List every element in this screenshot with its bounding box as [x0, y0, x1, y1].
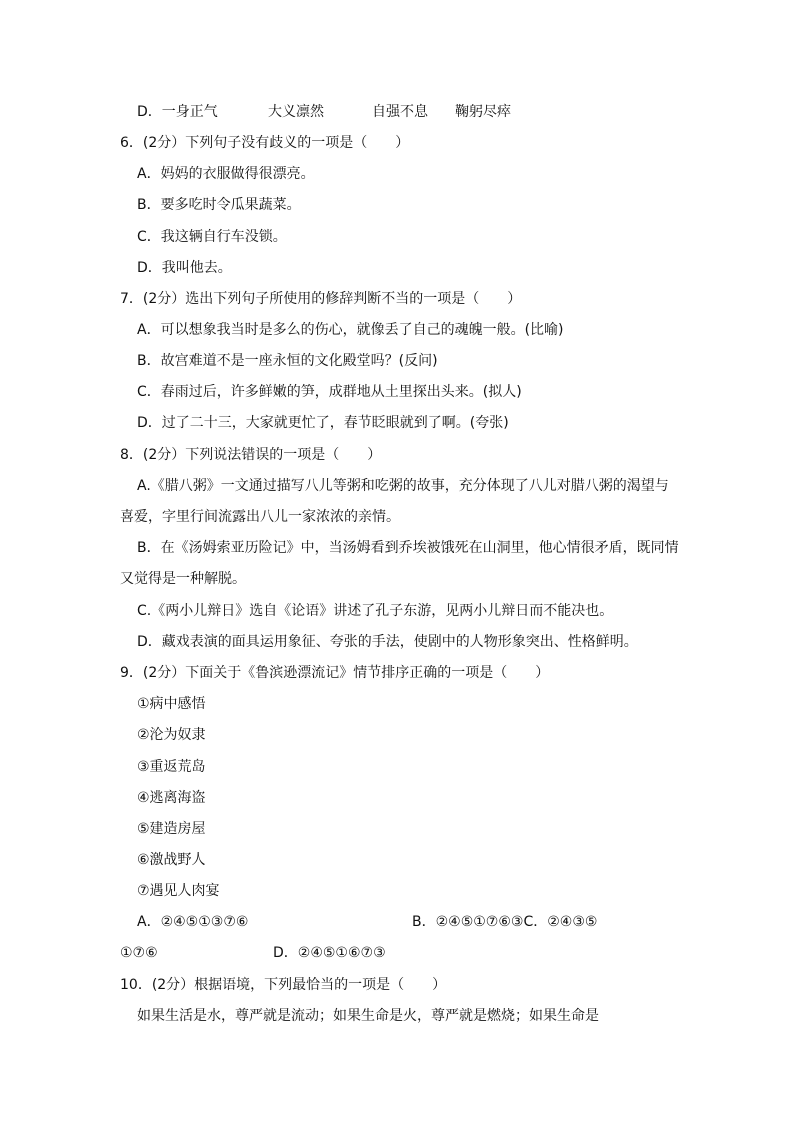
q5-option-d-3: 自强不息 — [372, 104, 428, 120]
q6-stem: 6．(2分）下列句子没有歧义的一项是（ ） — [120, 135, 410, 151]
q9-option-b-c: B．②④⑤①⑦⑥③C．②④③⑤ — [412, 914, 598, 930]
q7-option-c: C．春雨过后，许多鲜嫩的笋，成群地从土里探出头来。(拟人) — [137, 384, 522, 400]
q8-option-d: D．藏戏表演的面具运用象征、夸张的手法，使剧中的人物形象突出、性格鲜明。 — [137, 634, 638, 650]
q8-option-c: C.《两小儿辩日》选自《论语》讲述了孔子东游，见两小儿辩日而不能决也。 — [137, 603, 614, 619]
q6-option-a: A．妈妈的衣服做得很漂亮。 — [137, 166, 315, 182]
q9-event-3: ③重返荒岛 — [137, 759, 206, 775]
q9-event-5: ⑤建造房屋 — [137, 821, 206, 837]
q8-option-b-line2: 又觉得是一种解脱。 — [120, 571, 246, 587]
q6-option-c: C．我这辆自行车没锁。 — [137, 229, 287, 245]
q6-option-b: B．要多吃时令瓜果蔬菜。 — [137, 197, 301, 213]
q9-option-a: A．②④⑤①③⑦⑥ — [137, 914, 249, 930]
q7-stem: 7．(2分）选出下列句子所使用的修辞判断不当的一项是（ ） — [120, 291, 522, 307]
q9-event-7: ⑦遇见人肉宴 — [137, 883, 220, 899]
q7-option-b: B．故宫难道不是一座永恒的文化殿堂吗？(反问) — [137, 353, 438, 369]
q8-option-a-line2: 喜爱，字里行间流露出八儿一家浓浓的亲情。 — [120, 509, 400, 525]
q7-option-d: D．过了二十三，大家就更忙了，春节眨眼就到了啊。(夸张) — [137, 415, 509, 431]
q9-stem: 9．(2分）下面关于《鲁滨逊漂流记》情节排序正确的一项是（ ） — [120, 665, 550, 681]
q7-option-a: A．可以想象我当时是多么的伤心，就像丢了自己的魂魄一般。(比喻) — [137, 322, 564, 338]
q9-option-d: D．②④⑤①⑥⑦③ — [273, 945, 386, 961]
q9-event-2: ②沦为奴隶 — [137, 727, 206, 743]
q8-stem: 8．(2分）下列说法错误的一项是（ ） — [120, 447, 382, 463]
q8-option-b-line1: B．在《汤姆索亚历险记》中，当汤姆看到乔埃被饿死在山洞里，他心情很矛盾，既同情 — [137, 540, 679, 556]
q9-event-1: ①病中感悟 — [137, 696, 206, 712]
q6-option-d: D．我叫他去。 — [137, 260, 232, 276]
q9-option-c-cont: ①⑦⑥ — [120, 945, 158, 961]
q5-option-d-1: D．一身正气 — [137, 104, 218, 120]
q9-event-4: ④逃离海盗 — [137, 790, 206, 806]
q5-option-d-4: 鞠躬尽瘁 — [455, 104, 511, 120]
q10-passage: 如果生活是水，尊严就是流动；如果生命是火，尊严就是燃烧；如果生命是 — [137, 1008, 599, 1024]
q8-option-a-line1: A.《腊八粥》一文通过描写八儿等粥和吃粥的故事，充分体现了八儿对腊八粥的渴望与 — [137, 478, 669, 494]
q9-event-6: ⑥激战野人 — [137, 852, 206, 868]
q10-stem: 10．(2分）根据语境，下列最恰当的一项是（ ） — [120, 977, 447, 993]
q5-option-d-2: 大义凛然 — [268, 104, 324, 120]
